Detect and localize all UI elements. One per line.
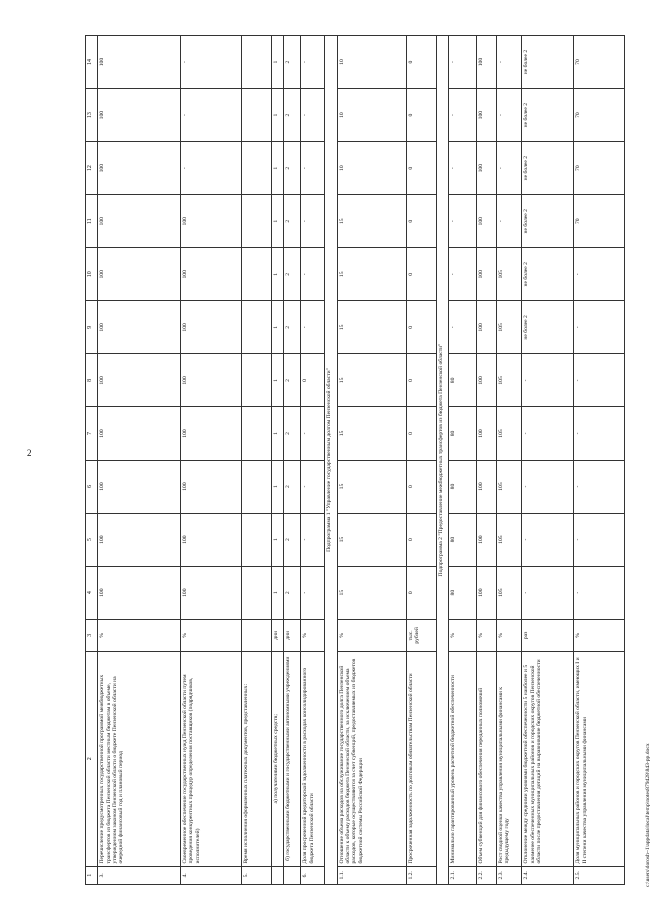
unit-cell: [242, 619, 271, 651]
row-number: 4.: [181, 866, 242, 884]
value-cell: 105: [496, 513, 521, 566]
value-cell: -: [301, 407, 325, 460]
table-row: [271, 36, 283, 885]
value-cell: [242, 248, 271, 301]
value-cell: -: [522, 460, 574, 513]
header-cell: 10: [86, 248, 98, 301]
row-number: 1.2.: [407, 866, 436, 884]
value-cell: [242, 566, 271, 619]
value-cell: 1: [271, 301, 283, 354]
value-cell: [242, 89, 271, 142]
value-cell: 2: [284, 195, 301, 248]
value-cell: 100: [98, 407, 181, 460]
section-title: Подпрограмма 1 "Управление государственным долгом Пензенской области": [325, 36, 337, 885]
value-cell: -: [574, 513, 625, 566]
header-cell: 4: [86, 566, 98, 619]
value-cell: 0: [301, 354, 325, 407]
table-row: [284, 36, 301, 885]
header-cell: 2: [86, 652, 98, 867]
value-cell: 2: [284, 354, 301, 407]
value-cell: -: [301, 36, 325, 89]
value-cell: 1: [271, 248, 283, 301]
value-cell: -: [301, 301, 325, 354]
value-cell: 1: [271, 407, 283, 460]
table-body: [86, 36, 625, 885]
value-cell: -: [448, 142, 476, 195]
value-cell: 100: [98, 566, 181, 619]
value-cell: [242, 407, 271, 460]
page-number: 2: [27, 448, 32, 458]
value-cell: [242, 142, 271, 195]
value-cell: -: [301, 248, 325, 301]
value-cell: 100: [98, 354, 181, 407]
header-cell: 3: [86, 619, 98, 651]
value-cell: 0: [407, 301, 436, 354]
value-cell: 105: [496, 460, 521, 513]
value-cell: 0: [407, 566, 436, 619]
value-cell: -: [301, 513, 325, 566]
value-cell: 100: [98, 301, 181, 354]
unit-cell: %: [496, 619, 521, 651]
section-title: Подпрограмма 2 "Предоставление межбюджетных трансфертов из бюджета Пензенской области": [436, 36, 448, 885]
value-cell: 80: [448, 407, 476, 460]
indicator-name: Просроченная задолженность по долговым обязательствам Пензенской области: [407, 652, 436, 867]
value-cell: -: [301, 89, 325, 142]
indicator-name: Своевременное обеспечение государственных нужд Пензенской области путем проведения конкурентных процедур определения поставщиков (подрядчиков, исполнителей): [181, 652, 242, 867]
value-cell: 100: [181, 195, 242, 248]
value-cell: 100: [98, 142, 181, 195]
row-number: 2.1.: [448, 866, 476, 884]
value-cell: не более 2: [522, 301, 574, 354]
value-cell: 100: [476, 195, 496, 248]
value-cell: 105: [496, 301, 521, 354]
value-cell: 2: [284, 566, 301, 619]
value-cell: -: [301, 195, 325, 248]
header-cell: 8: [86, 354, 98, 407]
value-cell: 100: [181, 566, 242, 619]
row-number: 1.1.: [337, 866, 406, 884]
value-cell: 1: [271, 89, 283, 142]
value-cell: 0: [407, 142, 436, 195]
value-cell: 0: [407, 407, 436, 460]
value-cell: 105: [496, 566, 521, 619]
value-cell: 100: [476, 248, 496, 301]
value-cell: 100: [98, 248, 181, 301]
value-cell: не более 2: [522, 248, 574, 301]
value-cell: 15: [337, 460, 406, 513]
value-cell: 10: [337, 36, 406, 89]
section-row: [325, 36, 337, 885]
table-row: [476, 36, 496, 885]
value-cell: 70: [574, 89, 625, 142]
value-cell: [242, 354, 271, 407]
table-row: [522, 36, 574, 885]
header-cell: 9: [86, 301, 98, 354]
value-cell: -: [522, 566, 574, 619]
header-cell: 6: [86, 460, 98, 513]
unit-cell: %: [448, 619, 476, 651]
value-cell: -: [496, 195, 521, 248]
value-cell: 1: [271, 195, 283, 248]
value-cell: 100: [181, 301, 242, 354]
value-cell: 80: [448, 460, 476, 513]
value-cell: -: [496, 36, 521, 89]
indicator-name: Время исполнения оформленных платежных документов, представленных:: [242, 652, 271, 867]
value-cell: 15: [337, 354, 406, 407]
value-cell: -: [574, 407, 625, 460]
row-number: 5.: [242, 866, 271, 884]
value-cell: не более 2: [522, 142, 574, 195]
value-cell: 100: [476, 566, 496, 619]
value-cell: 100: [181, 513, 242, 566]
header-cell: 5: [86, 513, 98, 566]
indicator-name: Доля просроченной кредиторской задолженности в расходах консолидированного бюджета Пензенской области: [301, 652, 325, 867]
value-cell: -: [448, 36, 476, 89]
indicator-name: Объем субвенций для финансового обеспечения переданных полномочий: [476, 652, 496, 867]
value-cell: -: [301, 460, 325, 513]
unit-cell: дни: [284, 619, 301, 651]
unit-cell: %: [476, 619, 496, 651]
file-path-footer: c:\users\dorosh~1\appdata\local\temp\notes879428\843-pp.docx: [645, 743, 651, 887]
value-cell: 15: [337, 407, 406, 460]
row-number: [284, 866, 301, 884]
value-cell: 15: [337, 248, 406, 301]
value-cell: не более 2: [522, 89, 574, 142]
unit-cell: тыс. рублей: [407, 619, 436, 651]
value-cell: -: [574, 354, 625, 407]
value-cell: 1: [271, 36, 283, 89]
value-cell: 2: [284, 301, 301, 354]
table-row: [181, 36, 242, 885]
row-number: [271, 866, 283, 884]
value-cell: 105: [496, 248, 521, 301]
header-row: [86, 36, 98, 885]
unit-cell: %: [98, 619, 181, 651]
value-cell: 100: [476, 460, 496, 513]
indicator-name: Минимально гарантированный уровень расчетной бюджетной обеспеченности: [448, 652, 476, 867]
value-cell: -: [181, 142, 242, 195]
value-cell: -: [522, 407, 574, 460]
value-cell: -: [574, 301, 625, 354]
value-cell: -: [301, 142, 325, 195]
value-cell: 1: [271, 566, 283, 619]
value-cell: [242, 460, 271, 513]
rotated-page-content: [85, 25, 651, 887]
value-cell: 2: [284, 36, 301, 89]
value-cell: 100: [181, 248, 242, 301]
value-cell: 2: [284, 248, 301, 301]
table-row: [301, 36, 325, 885]
indicators-table: [85, 35, 625, 885]
value-cell: не более 2: [522, 195, 574, 248]
unit-cell: %: [337, 619, 406, 651]
value-cell: -: [574, 248, 625, 301]
value-cell: 100: [476, 89, 496, 142]
value-cell: 100: [476, 301, 496, 354]
value-cell: 0: [407, 195, 436, 248]
value-cell: -: [574, 460, 625, 513]
value-cell: 15: [337, 301, 406, 354]
table-row: [242, 36, 271, 885]
value-cell: 2: [284, 142, 301, 195]
header-cell: 11: [86, 195, 98, 248]
value-cell: 0: [407, 36, 436, 89]
value-cell: 70: [574, 195, 625, 248]
value-cell: [242, 301, 271, 354]
header-cell: 13: [86, 89, 98, 142]
value-cell: 100: [181, 407, 242, 460]
value-cell: 0: [407, 354, 436, 407]
header-cell: 7: [86, 407, 98, 460]
value-cell: 2: [284, 513, 301, 566]
row-number: 2.4.: [522, 866, 574, 884]
header-cell: 1: [86, 866, 98, 884]
value-cell: 0: [407, 513, 436, 566]
value-cell: 100: [181, 460, 242, 513]
value-cell: -: [181, 89, 242, 142]
value-cell: 1: [271, 513, 283, 566]
value-cell: -: [522, 513, 574, 566]
value-cell: -: [448, 248, 476, 301]
value-cell: 0: [407, 460, 436, 513]
value-cell: 100: [476, 36, 496, 89]
value-cell: 100: [476, 354, 496, 407]
value-cell: 2: [284, 407, 301, 460]
row-number: 3.: [98, 866, 181, 884]
value-cell: -: [496, 142, 521, 195]
value-cell: [242, 195, 271, 248]
table-row: [98, 36, 181, 885]
table-row: [407, 36, 436, 885]
value-cell: 70: [574, 142, 625, 195]
unit-cell: %: [301, 619, 325, 651]
header-cell: 14: [86, 36, 98, 89]
indicator-name: Перечисление предусмотренных государственной программой межбюджетных трансфертов из бюджета Пензенской области местным бюджетам в объеме, утвержденном законом Пензенской области о бюджете Пензенской области на очередной финансовый год и плановый период: [98, 652, 181, 867]
value-cell: 100: [98, 460, 181, 513]
table-row: [496, 36, 521, 885]
value-cell: 100: [98, 36, 181, 89]
value-cell: -: [574, 566, 625, 619]
value-cell: 70: [574, 36, 625, 89]
table-row: [574, 36, 625, 885]
indicator-name: Отклонение между средними уровнями бюджетной обеспеченности 5 наиболее и 5 наименее обеспеченных муниципальных районов и городских округов Пензенской области после предоставления дотаций на выравнивание бюджетной обеспеченности: [522, 652, 574, 867]
indicator-name: Доля муниципальных районов и городских округов Пензенской области, имеющих I и II степени качества управления муниципальными финансами: [574, 652, 625, 867]
value-cell: 100: [476, 407, 496, 460]
value-cell: 2: [284, 89, 301, 142]
value-cell: 100: [98, 89, 181, 142]
value-cell: 100: [98, 195, 181, 248]
table-row: [448, 36, 476, 885]
unit-cell: %: [574, 619, 625, 651]
value-cell: -: [301, 566, 325, 619]
value-cell: -: [181, 36, 242, 89]
value-cell: -: [448, 301, 476, 354]
value-cell: -: [448, 89, 476, 142]
value-cell: 80: [448, 513, 476, 566]
indicator-name: Отношение объема расходов на обслуживание государственного долга Пензенской области к объему расходов бюджета Пензенской области, за исключением объема расходов, которые осуществляются за счет субвенций, предоставляемых из бюджетов бюджетной системы Российской Федерации: [337, 652, 406, 867]
value-cell: 15: [337, 513, 406, 566]
value-cell: 100: [476, 513, 496, 566]
value-cell: [242, 36, 271, 89]
value-cell: 105: [496, 407, 521, 460]
value-cell: -: [522, 354, 574, 407]
row-number: 6.: [301, 866, 325, 884]
indicator-name: а) получателями бюджетных средств;: [271, 652, 283, 867]
row-number: 2.3.: [496, 866, 521, 884]
value-cell: не более 2: [522, 36, 574, 89]
value-cell: -: [448, 195, 476, 248]
value-cell: 105: [496, 354, 521, 407]
value-cell: 0: [407, 248, 436, 301]
table-row: [337, 36, 406, 885]
value-cell: [242, 513, 271, 566]
value-cell: 100: [476, 142, 496, 195]
value-cell: 10: [337, 142, 406, 195]
unit-cell: дни: [271, 619, 283, 651]
unit-cell: раз: [522, 619, 574, 651]
indicator-name: Рост сводной оценки качества управления муниципальными финансами к предыдущему году: [496, 652, 521, 867]
indicator-name: б) государственными бюджетными и государственными автономными учреждениями: [284, 652, 301, 867]
value-cell: 15: [337, 195, 406, 248]
value-cell: 15: [337, 566, 406, 619]
value-cell: 80: [448, 566, 476, 619]
row-number: 2.5.: [574, 866, 625, 884]
unit-cell: %: [181, 619, 242, 651]
value-cell: 0: [407, 89, 436, 142]
value-cell: 10: [337, 89, 406, 142]
value-cell: 1: [271, 460, 283, 513]
row-number: 2.2.: [476, 866, 496, 884]
value-cell: 2: [284, 460, 301, 513]
header-cell: 12: [86, 142, 98, 195]
value-cell: 100: [98, 513, 181, 566]
value-cell: 80: [448, 354, 476, 407]
value-cell: 100: [181, 354, 242, 407]
section-row: [436, 36, 448, 885]
value-cell: 1: [271, 354, 283, 407]
value-cell: -: [496, 89, 521, 142]
value-cell: 1: [271, 142, 283, 195]
